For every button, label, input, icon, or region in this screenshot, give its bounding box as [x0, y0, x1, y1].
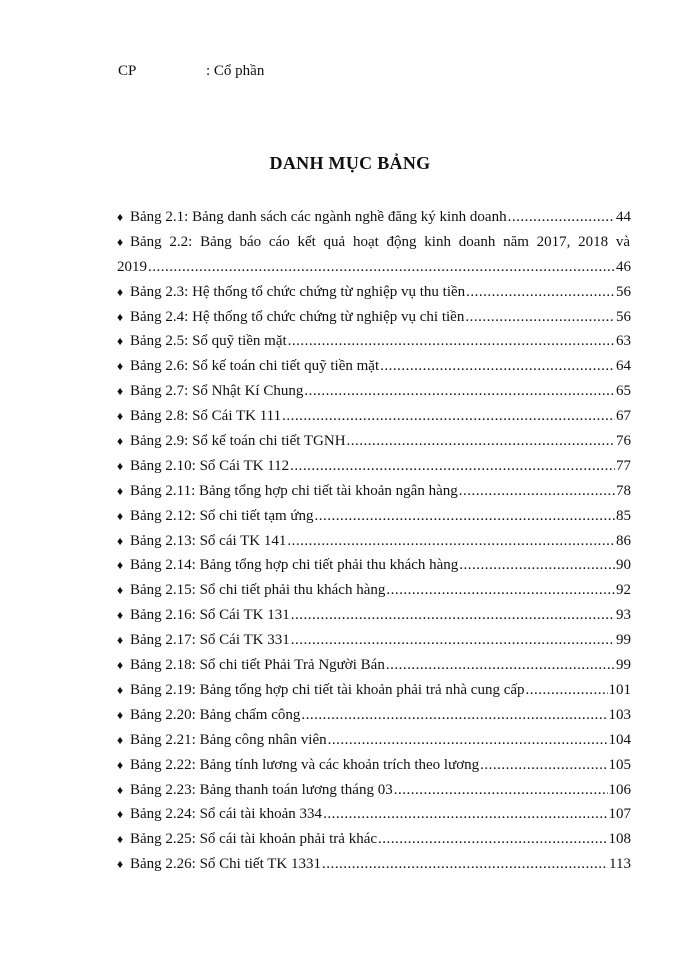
entry-label	[117, 504, 314, 529]
list-item[interactable]	[117, 653, 631, 678]
entry-label-text: Bảng 2.11: Bảng tổng hợp chi tiết tài khoản ngân hàng	[130, 482, 458, 499]
dot-leader	[377, 827, 607, 852]
entry-label	[117, 753, 479, 778]
list-item[interactable]	[117, 802, 631, 827]
entry-page-number: 64	[616, 358, 631, 375]
entry-label-text: Bảng 2.8: Sổ Cái TK 111	[130, 408, 282, 425]
entry-label-text: Bảng 2.16: Sổ Cái TK 131	[130, 607, 290, 624]
diamond-bullet-icon: ♦	[117, 384, 124, 399]
entry-label	[117, 454, 289, 479]
diamond-bullet-icon: ♦	[117, 309, 124, 324]
dot-leader	[385, 578, 615, 603]
list-item[interactable]	[117, 429, 631, 454]
entry-page-number: 65	[616, 383, 631, 400]
diamond-bullet-icon: ♦	[117, 658, 124, 673]
dot-leader	[290, 628, 615, 653]
entry-label	[117, 703, 300, 728]
dot-leader	[322, 802, 607, 827]
list-item[interactable]	[117, 827, 631, 852]
entry-label	[117, 678, 525, 703]
entry-label-text: Bảng 2.7: Sổ Nhật Kí Chung	[130, 383, 304, 400]
diamond-bullet-icon: ♦	[117, 234, 124, 249]
entry-page-number: 76	[616, 433, 631, 450]
entry-page-number: 92	[616, 582, 631, 599]
entry-page-number: 86	[616, 532, 631, 549]
entry-page-number: 113	[609, 856, 631, 873]
abbreviation-key: CP	[118, 63, 137, 79]
entry-page-number: 101	[608, 681, 631, 698]
entry-page-number: 105	[608, 756, 631, 773]
list-item[interactable]	[117, 852, 631, 877]
list-item[interactable]	[117, 753, 631, 778]
entry-label-continuation: 2019	[117, 258, 147, 275]
diamond-bullet-icon: ♦	[117, 210, 124, 224]
entry-label	[117, 354, 379, 379]
entry-label-text: Bảng 2.12: Sổ chi tiết tạm ứng	[130, 507, 314, 524]
entry-page-number: 56	[616, 308, 631, 325]
dot-leader	[458, 553, 615, 578]
entry-label-text: Bảng 2.13: Sổ cái TK 141	[130, 532, 287, 549]
entry-page-number: 106	[608, 781, 631, 798]
diamond-bullet-icon: ♦	[117, 757, 124, 772]
entry-label	[117, 728, 327, 753]
diamond-bullet-icon: ♦	[117, 782, 124, 797]
entry-label	[117, 479, 458, 504]
list-item[interactable]	[117, 230, 631, 280]
entry-page-number: 44	[616, 209, 631, 225]
diamond-bullet-icon: ♦	[117, 608, 124, 623]
entry-label	[117, 628, 290, 653]
entry-page-number: 108	[608, 831, 631, 848]
dot-leader	[464, 305, 615, 330]
entry-page-number: 56	[616, 283, 631, 300]
diamond-bullet-icon: ♦	[117, 508, 124, 523]
dot-leader	[314, 504, 615, 529]
entry-label	[117, 827, 377, 852]
list-item[interactable]	[117, 578, 631, 603]
dot-leader	[346, 429, 615, 454]
entry-label	[117, 305, 464, 330]
entry-label-text: Bảng 2.5: Sổ quỹ tiền mặt	[130, 333, 287, 350]
diamond-bullet-icon: ♦	[117, 284, 124, 299]
diamond-bullet-icon: ♦	[117, 334, 124, 349]
list-item[interactable]	[117, 379, 631, 404]
entry-label-text: Bảng 2.4: Hệ thống tổ chức chứng từ nghiệp vụ chi tiền	[130, 308, 465, 325]
entry-page-number: 67	[616, 408, 631, 425]
entry-label	[117, 379, 303, 404]
list-item[interactable]	[117, 205, 631, 230]
dot-leader	[290, 603, 615, 628]
list-item[interactable]	[117, 603, 631, 628]
entry-label	[117, 280, 465, 305]
list-item[interactable]	[117, 404, 631, 429]
dot-leader	[321, 852, 608, 877]
list-item[interactable]	[117, 479, 631, 504]
entry-label	[117, 653, 385, 678]
entry-label	[117, 603, 290, 628]
diamond-bullet-icon: ♦	[117, 682, 124, 697]
list-item[interactable]	[117, 678, 631, 703]
dot-leader	[458, 479, 615, 504]
entry-label-text: Bảng 2.25: Sổ cái tài khoản phải trả khác	[130, 831, 378, 848]
list-item[interactable]	[117, 778, 631, 803]
entry-label-text: Bảng 2.22: Bảng tính lương và các khoản trích theo lương	[130, 756, 480, 773]
table-list	[117, 205, 631, 877]
entry-label	[117, 778, 393, 803]
entry-label-text: Bảng 2.24: Sổ cái tài khoản 334	[130, 806, 323, 823]
diamond-bullet-icon: ♦	[117, 707, 124, 722]
entry-label	[117, 404, 281, 429]
list-item[interactable]	[117, 529, 631, 554]
diamond-bullet-icon: ♦	[117, 832, 124, 847]
entry-page-number: 78	[616, 482, 631, 499]
dot-leader	[303, 379, 615, 404]
diamond-bullet-icon: ♦	[117, 409, 124, 424]
entry-label-text: Bảng 2.23: Bảng thanh toán lương tháng 03	[130, 781, 393, 798]
entry-page-number: 99	[616, 657, 631, 674]
entry-label	[117, 553, 458, 578]
abbreviation-value: : Cổ phần	[206, 63, 265, 79]
list-item[interactable]	[117, 280, 631, 305]
entry-label-text: Bảng 2.6: Sổ kế toán chi tiết quỹ tiền mặt	[130, 358, 380, 375]
diamond-bullet-icon: ♦	[117, 558, 124, 573]
dot-leader	[287, 329, 615, 354]
entry-label	[117, 852, 321, 877]
diamond-bullet-icon: ♦	[117, 633, 124, 648]
entry-page-number: 104	[608, 731, 631, 748]
entry-label	[117, 230, 630, 255]
list-item[interactable]	[117, 305, 631, 330]
entry-label	[117, 205, 507, 230]
entry-page-number: 85	[616, 507, 631, 524]
dot-leader	[465, 280, 615, 305]
dot-leader	[147, 255, 615, 280]
entry-label-text: Bảng 2.20: Bảng chấm công	[130, 706, 301, 723]
dot-leader	[286, 529, 615, 554]
entry-label-text: Bảng 2.17: Sổ Cái TK 331	[130, 632, 290, 649]
dot-leader	[327, 728, 608, 753]
entry-page-number: 107	[608, 806, 631, 823]
list-item[interactable]	[117, 504, 631, 529]
entry-label-text: Bảng 2.3: Hệ thống tổ chức chứng từ nghiệp vụ thu tiền	[130, 283, 466, 300]
entry-page-number: 63	[616, 333, 631, 350]
entry-label-text: Bảng 2.10: Sổ Cái TK 112	[130, 457, 290, 474]
list-item[interactable]	[117, 329, 631, 354]
diamond-bullet-icon: ♦	[117, 483, 124, 498]
dot-leader	[300, 703, 607, 728]
entry-label-text: Bảng 2.14: Bảng tổng hợp chi tiết phải thu khách hàng	[130, 557, 459, 574]
diamond-bullet-icon: ♦	[117, 732, 124, 747]
list-item[interactable]	[117, 628, 631, 653]
diamond-bullet-icon: ♦	[117, 807, 124, 822]
entry-label-text: Bảng 2.9: Sổ kế toán chi tiết TGNH	[130, 433, 346, 450]
entry-label	[117, 329, 287, 354]
page-title: DANH MỤC BẢNG	[269, 153, 431, 173]
entry-label	[117, 802, 322, 827]
entry-page-number: 46	[616, 258, 631, 275]
dot-leader	[479, 753, 607, 778]
entry-label-text: Bảng 2.26: Sổ Chi tiết TK 1331	[130, 856, 321, 873]
diamond-bullet-icon: ♦	[117, 583, 124, 598]
diamond-bullet-icon: ♦	[117, 533, 124, 548]
entry-page-number: 90	[616, 557, 631, 574]
list-item[interactable]	[117, 454, 631, 479]
entry-label-text: Bảng 2.15: Sổ chi tiết phải thu khách hàng	[130, 582, 386, 599]
diamond-bullet-icon: ♦	[117, 434, 124, 449]
dot-leader	[281, 404, 615, 429]
entry-label	[117, 529, 286, 554]
entry-page-number: 77	[616, 457, 631, 474]
dot-leader	[393, 778, 608, 803]
list-item[interactable]	[117, 703, 631, 728]
entry-label-text: Bảng 2.21: Bảng công nhân viên	[130, 731, 327, 748]
list-item[interactable]	[117, 354, 631, 379]
dot-leader	[289, 454, 615, 479]
list-item[interactable]	[117, 728, 631, 753]
list-item[interactable]	[117, 553, 631, 578]
dot-leader	[507, 205, 615, 230]
diamond-bullet-icon: ♦	[117, 857, 124, 872]
entry-label-text: Bảng 2.1: Bảng danh sách các ngành nghề đăng ký kinh doanh	[130, 209, 507, 225]
diamond-bullet-icon: ♦	[117, 458, 124, 473]
diamond-bullet-icon: ♦	[117, 359, 124, 374]
dot-leader	[525, 678, 608, 703]
entry-label-text: Bảng 2.18: Sổ chi tiết Phải Trả Người Bán	[130, 657, 385, 674]
entry-label	[117, 429, 346, 454]
entry-page-number: 93	[616, 607, 631, 624]
dot-leader	[379, 354, 615, 379]
dot-leader	[385, 653, 615, 678]
entry-page-number: 99	[616, 632, 631, 649]
entry-label	[117, 578, 385, 603]
entry-label-text: Bảng 2.19: Bảng tổng hợp chi tiết tài khoản phải trả nhà cung cấp	[130, 681, 525, 698]
entry-label-text: Bảng 2.2: Bảng báo cáo kết quả hoạt động kinh doanh năm 2017, 2018 và	[130, 233, 631, 250]
entry-page-number: 103	[608, 706, 631, 723]
